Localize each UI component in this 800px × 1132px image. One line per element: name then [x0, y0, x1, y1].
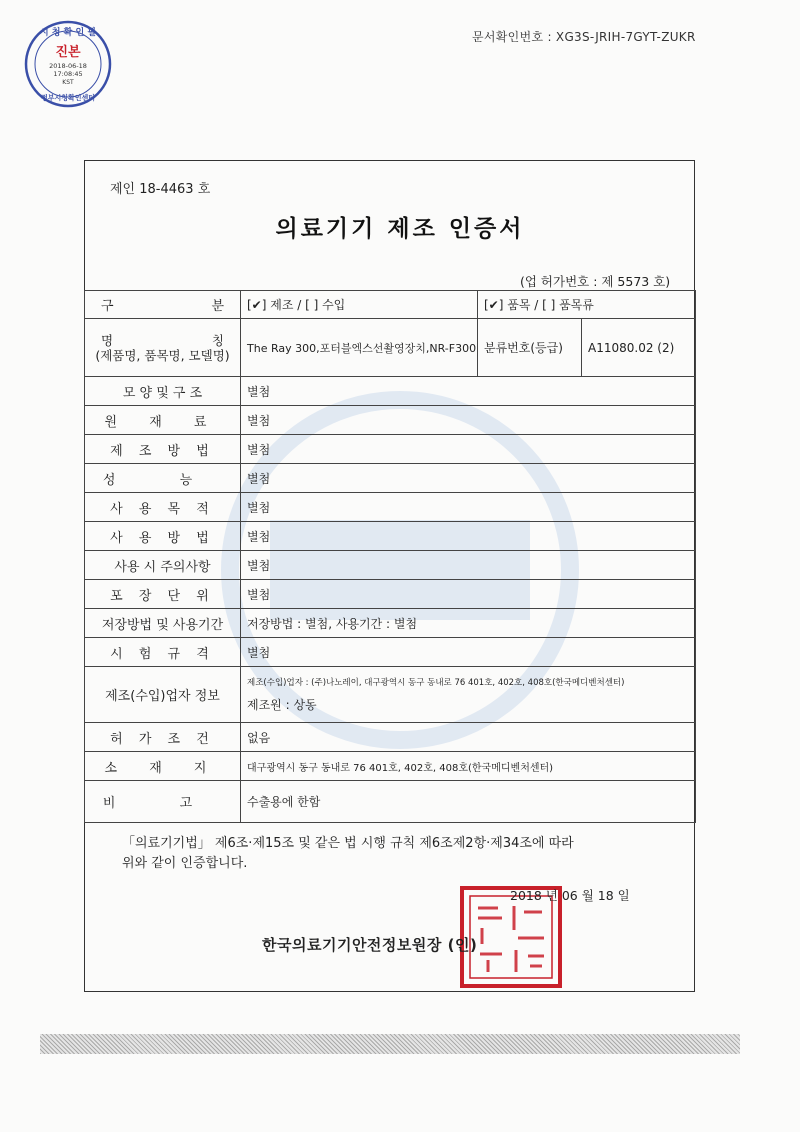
- value-material: 별첨: [241, 406, 696, 435]
- value-category: [✔] 제조 / [ ] 수입: [241, 291, 478, 319]
- value-usage: 별첨: [241, 522, 696, 551]
- row-purpose: [85, 493, 696, 522]
- row-category: [85, 291, 696, 319]
- label-name: 명 칭 (제품명, 품목명, 모델명): [85, 319, 241, 377]
- row-remarks: [85, 781, 696, 823]
- stamp-ring-text: 시 청 확 인 필: [39, 28, 97, 38]
- row-caution: [85, 551, 696, 580]
- label-method: 제 조 방 법: [85, 435, 241, 464]
- value-name: The Ray 300,포터블엑스선촬영장치,NR-F300: [241, 319, 478, 377]
- value-remarks: 수출용에 한함: [241, 781, 696, 823]
- value-caution: 별첨: [241, 551, 696, 580]
- row-maker: [85, 667, 696, 723]
- label-purpose: 사 용 목 적: [85, 493, 241, 522]
- verification-stamp-icon: [22, 18, 114, 110]
- legal-basis: [122, 834, 662, 874]
- row-location: [85, 752, 696, 781]
- row-performance: [85, 464, 696, 493]
- value-item-type: [✔] 품목 / [ ] 품목류: [478, 291, 696, 319]
- label-performance: 성 능: [85, 464, 241, 493]
- label-caution: 사용 시 주의사항: [85, 551, 241, 580]
- value-condition: 없음: [241, 723, 696, 752]
- label-usage: 사 용 방 법: [85, 522, 241, 551]
- scan-noise-strip: [40, 1034, 740, 1054]
- stamp-issuer: 정부시청확인센터: [40, 94, 96, 102]
- signer: 한국의료기기안전정보원장 (인): [262, 936, 478, 954]
- certificate-number: 제인 18-4463 호: [110, 182, 211, 197]
- label-condition: 허 가 조 건: [85, 723, 241, 752]
- label-shape: 모 양 및 구 조: [85, 377, 241, 406]
- label-maker: 제조(수입)업자 정보: [85, 667, 241, 723]
- document-confirm-number: 문서확인번호 : XG3S-JRIH-7GYT-ZUKR: [472, 30, 696, 44]
- row-usage: [85, 522, 696, 551]
- value-shape: 별첨: [241, 377, 696, 406]
- maker-origin: 제조원 : 상동: [247, 698, 317, 712]
- row-condition: [85, 723, 696, 752]
- row-method: [85, 435, 696, 464]
- label-material: 원 재 료: [85, 406, 241, 435]
- label-test: 시 험 규 격: [85, 638, 241, 667]
- row-storage: [85, 609, 696, 638]
- value-packaging: 별첨: [241, 580, 696, 609]
- row-shape: [85, 377, 696, 406]
- label-remarks: 비 고: [85, 781, 241, 823]
- stamp-tz: KST: [62, 79, 74, 86]
- row-name: [85, 319, 696, 377]
- label-location: 소 재 지: [85, 752, 241, 781]
- stamp-time: 17:08:45: [53, 70, 83, 78]
- value-test: 별첨: [241, 638, 696, 667]
- label-storage: 저장방법 및 사용기간: [85, 609, 241, 638]
- value-class: A11080.02 (2): [582, 319, 696, 377]
- label-packaging: 포 장 단 위: [85, 580, 241, 609]
- value-performance: 별첨: [241, 464, 696, 493]
- page-title: 의료기기 제조 인증서: [275, 216, 525, 242]
- label-category: 구 분: [85, 291, 241, 319]
- value-storage: 저장방법 : 별첨, 사용기간 : 별첨: [241, 609, 696, 638]
- issue-date: 2018 년 06 월 18 일: [510, 888, 630, 903]
- row-material: [85, 406, 696, 435]
- law-line-2: 위와 같이 인증합니다.: [122, 856, 248, 871]
- certificate-table: [84, 290, 696, 823]
- stamp-date: 2018-06-18: [49, 62, 87, 70]
- value-maker: [241, 667, 696, 723]
- maker-detail: 제조(수입)업자 : (주)나노레이, 대구광역시 동구 동내로 76 401호, 402호, 408호(한국메디벤처센터): [247, 678, 625, 688]
- value-location: 대구광역시 동구 동내로 76 401호, 402호, 408호(한국메디벤처센터): [241, 752, 696, 781]
- row-packaging: [85, 580, 696, 609]
- value-method: 별첨: [241, 435, 696, 464]
- stamp-mark: 진본: [55, 45, 81, 60]
- label-class: 분류번호(등급): [478, 319, 582, 377]
- law-line-1: 「의료기기법」 제6조·제15조 및 같은 법 시행 규칙 제6조제2항·제34조에 따라: [122, 836, 574, 851]
- row-test: [85, 638, 696, 667]
- value-purpose: 별첨: [241, 493, 696, 522]
- license-number: (업 허가번호 : 제 5573 호): [520, 274, 671, 289]
